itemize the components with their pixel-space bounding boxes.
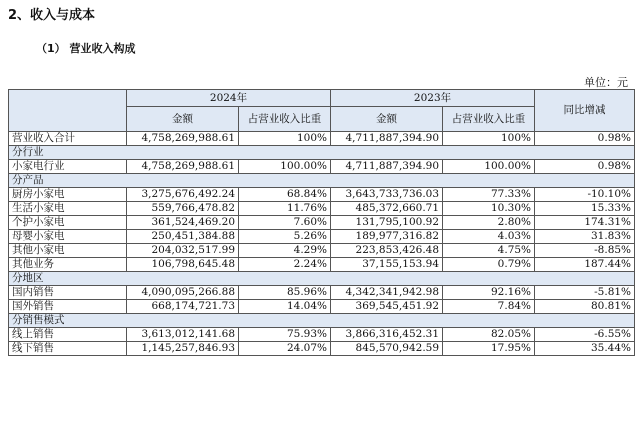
table-row — [9, 328, 635, 342]
row-amount-2023: 189,977,316.82 — [331, 230, 443, 244]
row-yoy: 31.83% — [535, 230, 635, 244]
row-label: 线上销售 — [9, 328, 127, 342]
row-share-2024: 7.60% — [239, 216, 331, 230]
row-share-2024: 14.04% — [239, 300, 331, 314]
row-amount-2023: 37,155,153.94 — [331, 258, 443, 272]
row-share-2024: 4.29% — [239, 244, 331, 258]
table-row — [9, 216, 635, 230]
row-yoy: -6.55% — [535, 328, 635, 342]
row-share-2024: 11.76% — [239, 202, 331, 216]
row-yoy: -5.81% — [535, 286, 635, 300]
row-yoy: -8.85% — [535, 244, 635, 258]
total-amount-2024: 4,758,269,988.61 — [127, 132, 239, 146]
row-share-2024: 2.24% — [239, 258, 331, 272]
row-amount-2023: 4,342,341,942.98 — [331, 286, 443, 300]
row-amount-2023: 3,643,733,736.03 — [331, 188, 443, 202]
row-share-2024: 5.26% — [239, 230, 331, 244]
total-amount-2023: 4,711,887,394.90 — [331, 132, 443, 146]
row-share-2023: 10.30% — [443, 202, 535, 216]
row-amount-2024: 559,766,478.82 — [127, 202, 239, 216]
header-share-2023: 占营业收入比重 — [443, 107, 535, 132]
row-share-2023: 4.75% — [443, 244, 535, 258]
row-label: 国内销售 — [9, 286, 127, 300]
row-label: 生活小家电 — [9, 202, 127, 216]
row-label: 厨房小家电 — [9, 188, 127, 202]
table-row — [9, 160, 635, 174]
row-amount-2024: 3,613,012,141.68 — [127, 328, 239, 342]
header-yoy: 同比增减 — [535, 90, 635, 132]
row-yoy: 80.81% — [535, 300, 635, 314]
row-amount-2023: 223,853,426.48 — [331, 244, 443, 258]
section-title-cell: 分销售模式 — [9, 314, 635, 328]
row-amount-2023: 3,866,316,452.31 — [331, 328, 443, 342]
row-share-2023: 0.79% — [443, 258, 535, 272]
section-title-cell: 分行业 — [9, 146, 635, 160]
header-blank — [9, 90, 127, 132]
unit-label: 单位：元 — [584, 76, 628, 89]
row-yoy: 35.44% — [535, 342, 635, 356]
row-amount-2024: 4,758,269,988.61 — [127, 160, 239, 174]
row-yoy: -10.10% — [535, 188, 635, 202]
section-title-cell: 分地区 — [9, 272, 635, 286]
row-share-2023: 7.84% — [443, 300, 535, 314]
header-share-2024: 占营业收入比重 — [239, 107, 331, 132]
section-header-row — [9, 314, 635, 328]
table-header — [9, 90, 635, 132]
row-share-2023: 4.03% — [443, 230, 535, 244]
table-row — [9, 202, 635, 216]
table-row — [9, 244, 635, 258]
row-amount-2024: 361,524,469.20 — [127, 216, 239, 230]
row-label: 小家电行业 — [9, 160, 127, 174]
row-label: 国外销售 — [9, 300, 127, 314]
row-share-2024: 68.84% — [239, 188, 331, 202]
table-row — [9, 286, 635, 300]
row-label: 个护小家电 — [9, 216, 127, 230]
row-amount-2024: 204,032,517.99 — [127, 244, 239, 258]
row-share-2023: 82.05% — [443, 328, 535, 342]
total-share-2023: 100% — [443, 132, 535, 146]
total-share-2024: 100% — [239, 132, 331, 146]
total-label: 营业收入合计 — [9, 132, 127, 146]
row-label: 母婴小家电 — [9, 230, 127, 244]
table-body — [9, 132, 635, 356]
header-amount-2024: 金额 — [127, 107, 239, 132]
header-year-2023: 2023年 — [331, 90, 535, 107]
row-amount-2023: 845,570,942.59 — [331, 342, 443, 356]
row-share-2023: 100.00% — [443, 160, 535, 174]
row-label: 其他业务 — [9, 258, 127, 272]
row-amount-2023: 131,795,100.92 — [331, 216, 443, 230]
row-share-2024: 85.96% — [239, 286, 331, 300]
section-header-row — [9, 146, 635, 160]
header-amount-2023: 金额 — [331, 107, 443, 132]
row-amount-2023: 4,711,887,394.90 — [331, 160, 443, 174]
row-amount-2024: 106,798,645.48 — [127, 258, 239, 272]
row-share-2023: 17.95% — [443, 342, 535, 356]
row-share-2023: 2.80% — [443, 216, 535, 230]
row-amount-2024: 250,451,384.88 — [127, 230, 239, 244]
section-header-row — [9, 272, 635, 286]
row-label: 其他小家电 — [9, 244, 127, 258]
row-yoy: 187.44% — [535, 258, 635, 272]
row-amount-2023: 369,545,451.92 — [331, 300, 443, 314]
row-amount-2024: 4,090,095,266.88 — [127, 286, 239, 300]
row-amount-2024: 3,275,676,492.24 — [127, 188, 239, 202]
row-yoy: 0.98% — [535, 160, 635, 174]
row-share-2024: 75.93% — [239, 328, 331, 342]
row-amount-2023: 485,372,660.71 — [331, 202, 443, 216]
row-share-2024: 100.00% — [239, 160, 331, 174]
table-row — [9, 300, 635, 314]
row-yoy: 15.33% — [535, 202, 635, 216]
section-title-cell: 分产品 — [9, 174, 635, 188]
row-share-2023: 77.33% — [443, 188, 535, 202]
row-share-2023: 92.16% — [443, 286, 535, 300]
row-label: 线下销售 — [9, 342, 127, 356]
total-row — [9, 132, 635, 146]
header-year-2024: 2024年 — [127, 90, 331, 107]
table-row — [9, 230, 635, 244]
subsection-title: （1） 营业收入构成 — [36, 42, 136, 55]
section-header-row — [9, 174, 635, 188]
section-title: 2、收入与成本 — [8, 8, 96, 23]
row-amount-2024: 1,145,257,846.93 — [127, 342, 239, 356]
table-row — [9, 342, 635, 356]
row-amount-2024: 668,174,721.73 — [127, 300, 239, 314]
row-share-2024: 24.07% — [239, 342, 331, 356]
revenue-composition-table — [8, 89, 635, 356]
table-row — [9, 258, 635, 272]
table-row — [9, 188, 635, 202]
total-yoy: 0.98% — [535, 132, 635, 146]
row-yoy: 174.31% — [535, 216, 635, 230]
